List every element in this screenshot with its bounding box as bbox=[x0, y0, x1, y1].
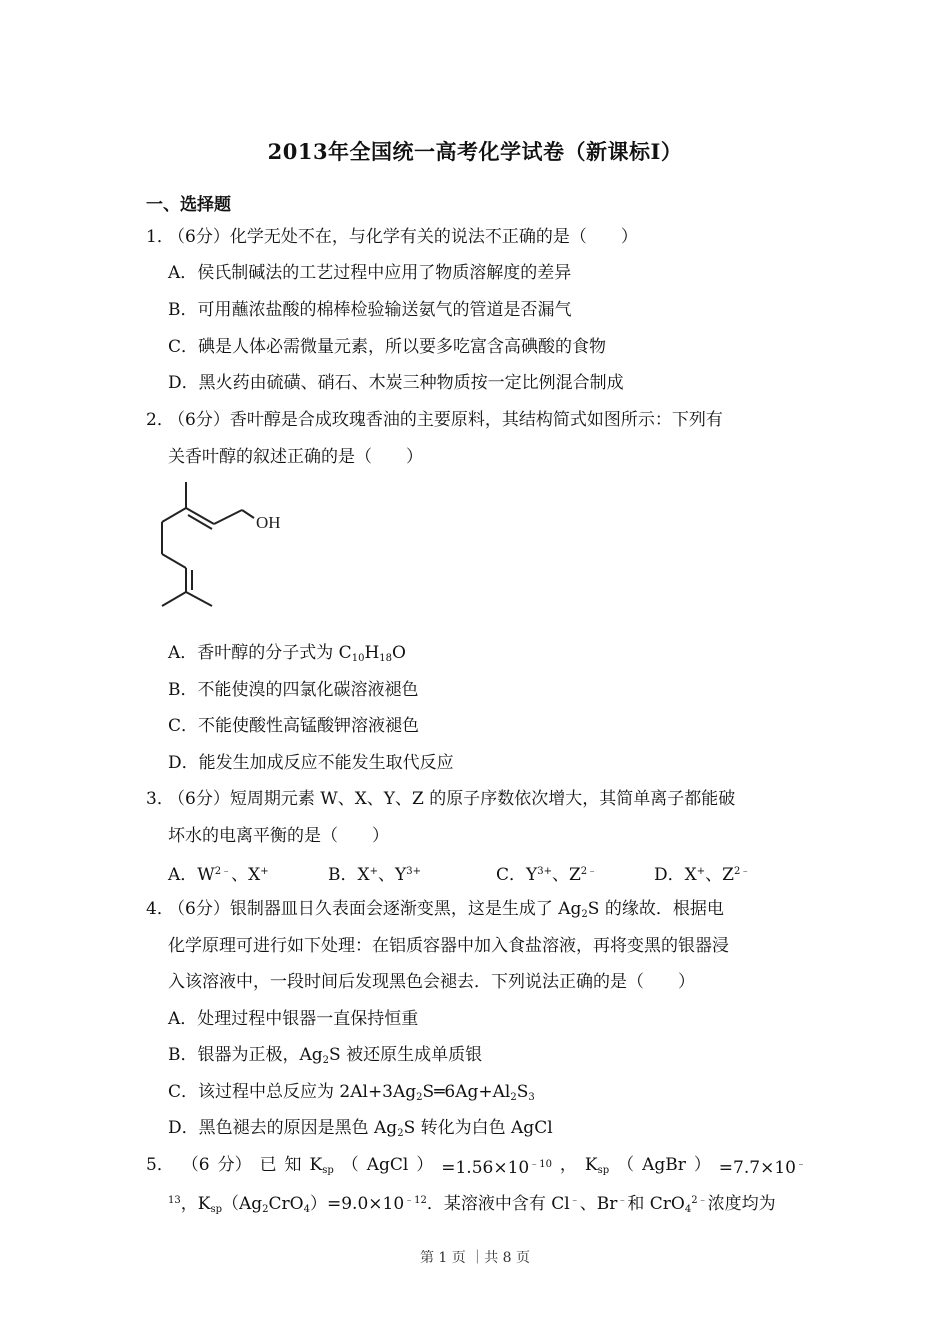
q1-option-b: B．可用蘸浓盐酸的棉棒检验输送氨气的管道是否漏气 bbox=[168, 300, 572, 320]
q2-option-a: A．香叶醇的分子式为 $C_{10}H_{18}O$ bbox=[168, 643, 406, 664]
question-3-stem-cont: 坏水的电离平衡的是（ ） bbox=[168, 826, 389, 846]
q4-option-c: C．该过程中总反应为 $2Al+3Ag_2S═6Ag+Al_2S_3$ bbox=[168, 1082, 535, 1103]
q1-option-d: D．黑火药由硫磺、硝石、木炭三种物质按一定比例混合制成 bbox=[168, 373, 624, 393]
q2-option-d: D．能发生加成反应不能发生取代反应 bbox=[168, 753, 454, 773]
question-number: 4． bbox=[146, 899, 174, 919]
q1-option-c: C．碘是人体必需微量元素，所以要多吃富含高碘酸的食物 bbox=[168, 337, 607, 357]
question-1-stem: 1．（6分）化学无处不在，与化学有关的说法不正确的是（ ） bbox=[146, 227, 638, 247]
q4-option-a: A．处理过程中银器一直保持恒重 bbox=[168, 1009, 419, 1029]
question-number: 3． bbox=[146, 789, 174, 809]
q3-option-b: B．X+、$Y^{3+}$ bbox=[328, 865, 421, 885]
q1-option-a: A．侯氏制碱法的工艺过程中应用了物质溶解度的差异 bbox=[168, 263, 572, 283]
section-heading: 一、选择题 bbox=[146, 195, 231, 215]
q4-option-d: D．黑色褪去的原因是黑色 $Ag_2S$ 转化为白色 AgCl bbox=[168, 1118, 553, 1139]
question-4-stem: 4．（6分）银制器皿日久表面会逐渐变黑，这是生成了 $Ag_2S$ 的缘故．根据电 bbox=[146, 899, 724, 920]
question-number: 1． bbox=[146, 227, 174, 247]
hydroxyl-label: OH bbox=[256, 513, 281, 532]
question-5-stem-cont: $^{13}$，$K_{sp}(Ag_2CrO_4)=9.0\times 10^{﹣12}$．某溶液中含有 Cl﹣、Br﹣和 CrO$_4^{2﹣}$浓度均为 bbox=[168, 1194, 776, 1215]
q2-option-b: B．不能使溴的四氯化碳溶液褪色 bbox=[168, 680, 419, 700]
question-4-stem-cont-2: 入该溶液中，一段时间后发现黑色会褪去．下列说法正确的是（ ） bbox=[168, 972, 695, 992]
q3-option-d: D．X+、$Z^{2﹣}$ bbox=[654, 865, 751, 885]
page-title: 2013年全国统一高考化学试卷（新课标Ⅰ） bbox=[267, 139, 683, 164]
q3-option-a: A．$W^{2﹣}$、X+ bbox=[168, 865, 269, 885]
question-2-stem: 2．（6分）香叶醇是合成玫瑰香油的主要原料，其结构简式如图所示：下列有 bbox=[146, 410, 723, 430]
q3-option-c: C．$Y^{3+}$、$Z^{2﹣}$ bbox=[496, 865, 598, 885]
question-3-stem: 3．（6分）短周期元素 W、X、Y、Z 的原子序数依次增大，其简单离子都能破 bbox=[146, 789, 736, 809]
page-footer: 第 1 页 ｜共 8 页 bbox=[419, 1250, 531, 1266]
question-4-stem-cont-1: 化学原理可进行如下处理：在铝质容器中加入食盐溶液，再将变黑的银器浸 bbox=[168, 936, 729, 956]
q4-option-b: B．银器为正极，$Ag_2S$ 被还原生成单质银 bbox=[168, 1045, 483, 1066]
question-5-stem: 5． （6 分） 已 知 $K_{sp}$ （ AgCl ） $=1.56\times 10^{﹣10}$ ， $K_{sp}$ （ AgBr ） =7.7×10﹣ bbox=[146, 1155, 806, 1178]
question-number: 2． bbox=[146, 410, 174, 430]
geraniol-structure bbox=[150, 478, 310, 618]
question-2-stem-cont: 关香叶醇的叙述正确的是（ ） bbox=[168, 447, 423, 467]
q2-option-c: C．不能使酸性高锰酸钾溶液褪色 bbox=[168, 716, 420, 736]
